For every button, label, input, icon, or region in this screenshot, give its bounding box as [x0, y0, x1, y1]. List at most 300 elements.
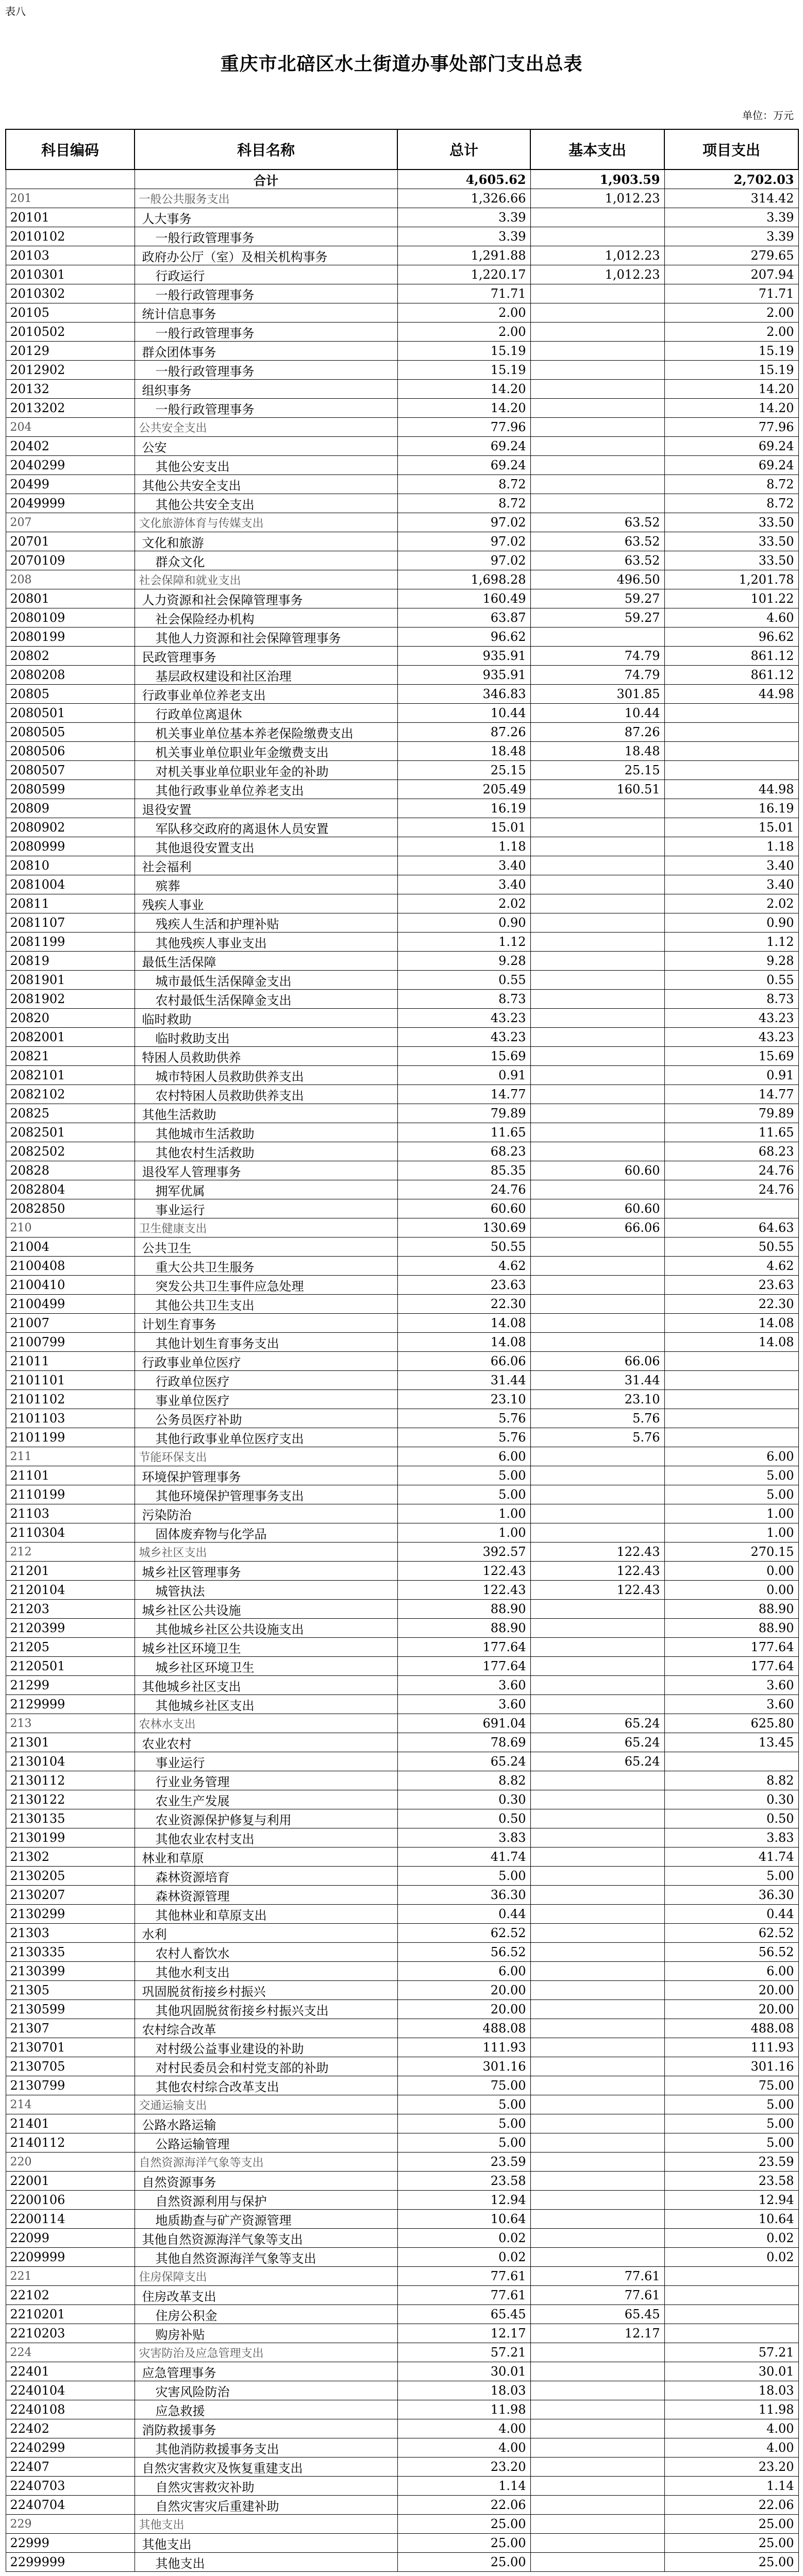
row-total: 85.35 — [397, 1161, 530, 1180]
row-basic — [530, 437, 664, 456]
row-project: 177.64 — [664, 1638, 798, 1657]
row-total: 14.08 — [397, 1333, 530, 1352]
row-total: 4.00 — [397, 2438, 530, 2458]
row-total: 2.00 — [397, 303, 530, 323]
row-basic — [530, 2172, 664, 2191]
row-total: 8.73 — [397, 990, 530, 1009]
row-total: 3.39 — [397, 227, 530, 246]
header-code: 科目编码 — [6, 129, 135, 170]
table-row — [6, 303, 798, 323]
row-basic: 496.50 — [530, 570, 664, 589]
row-code: 21205 — [6, 1638, 135, 1657]
row-total: 5.00 — [397, 2095, 530, 2114]
table-row — [6, 1428, 798, 1447]
row-code: 2080505 — [6, 723, 135, 742]
row-project: 2.00 — [664, 323, 798, 342]
row-name: 社会保险经办机构 — [135, 608, 397, 628]
row-basic — [530, 856, 664, 875]
row-total: 25.00 — [397, 2515, 530, 2534]
row-code: 212 — [6, 1543, 135, 1562]
table-row — [6, 1504, 798, 1523]
row-basic — [530, 2419, 664, 2438]
row-project — [664, 723, 798, 742]
row-project — [664, 1371, 798, 1390]
row-code: 2081902 — [6, 990, 135, 1009]
row-code: 204 — [6, 418, 135, 437]
table-row — [6, 284, 798, 303]
row-project: 8.73 — [664, 990, 798, 1009]
row-project: 8.82 — [664, 1771, 798, 1790]
table-row — [6, 2057, 798, 2076]
table-row — [6, 1047, 798, 1066]
row-project: 207.94 — [664, 265, 798, 284]
row-project: 15.19 — [664, 342, 798, 361]
row-code: 20819 — [6, 952, 135, 971]
row-code: 20821 — [6, 1047, 135, 1066]
table-row — [6, 1028, 798, 1047]
row-project: 43.23 — [664, 1009, 798, 1028]
row-total: 1,698.28 — [397, 570, 530, 589]
row-project: 23.58 — [664, 2172, 798, 2191]
row-code: 20103 — [6, 246, 135, 265]
row-name: 其他公共安全支出 — [135, 475, 397, 494]
row-basic: 160.51 — [530, 780, 664, 799]
row-code: 22401 — [6, 2362, 135, 2381]
row-code: 208 — [6, 570, 135, 589]
row-code: 2240703 — [6, 2477, 135, 2496]
table-row — [6, 1180, 798, 1199]
row-basic — [530, 1638, 664, 1657]
row-total: 43.23 — [397, 1009, 530, 1028]
row-name: 公路水路运输 — [135, 2114, 397, 2133]
row-basic — [530, 380, 664, 399]
row-basic: 122.43 — [530, 1543, 664, 1562]
row-name: 其他公安支出 — [135, 456, 397, 475]
row-total: 9.28 — [397, 952, 530, 971]
row-total: 25.00 — [397, 2553, 530, 2572]
row-name: 军队移交政府的离退休人员安置 — [135, 818, 397, 837]
row-basic — [530, 2343, 664, 2362]
row-code: 201 — [6, 189, 135, 208]
table-row — [6, 2210, 798, 2229]
row-basic — [530, 1619, 664, 1638]
row-project: 0.02 — [664, 2229, 798, 2248]
row-code: 20701 — [6, 532, 135, 551]
row-name: 一般公共服务支出 — [135, 189, 397, 208]
row-code: 2129999 — [6, 1695, 135, 1714]
row-name: 其他城市生活救助 — [135, 1123, 397, 1142]
row-project: 25.00 — [664, 2534, 798, 2553]
row-name: 其他支出 — [135, 2553, 397, 2572]
row-project: 4.00 — [664, 2419, 798, 2438]
table-row — [6, 1828, 798, 1848]
row-total: 0.30 — [397, 1790, 530, 1809]
row-name: 其他行政事业单位养老支出 — [135, 780, 397, 799]
row-name: 社会保障和就业支出 — [135, 570, 397, 589]
table-row — [6, 2362, 798, 2381]
row-total: 2.02 — [397, 894, 530, 913]
row-total: 346.83 — [397, 685, 530, 704]
row-code: 2082502 — [6, 1142, 135, 1161]
row-code: 2012902 — [6, 361, 135, 380]
table-row — [6, 1581, 798, 1600]
row-project: 24.76 — [664, 1180, 798, 1199]
table-row — [6, 1962, 798, 1981]
row-total: 691.04 — [397, 1714, 530, 1733]
row-name: 灾害防治及应急管理支出 — [135, 2343, 397, 2362]
row-basic — [530, 2496, 664, 2515]
row-basic — [530, 837, 664, 856]
row-code: 2070109 — [6, 551, 135, 570]
row-name: 农村人畜饮水 — [135, 1943, 397, 1962]
table-row — [6, 894, 798, 913]
row-total: 11.65 — [397, 1123, 530, 1142]
row-basic — [530, 2438, 664, 2458]
row-basic — [530, 2248, 664, 2267]
row-total: 5.76 — [397, 1409, 530, 1428]
row-name: 对机关事业单位职业年金的补助 — [135, 761, 397, 780]
row-basic — [530, 799, 664, 818]
row-project — [664, 742, 798, 761]
row-total: 935.91 — [397, 647, 530, 666]
row-name: 其他巩固脱贫衔接乡村振兴支出 — [135, 2000, 397, 2019]
row-project — [664, 1428, 798, 1447]
table-row — [6, 2305, 798, 2324]
row-project: 88.90 — [664, 1619, 798, 1638]
row-code: 2082101 — [6, 1066, 135, 1085]
row-name: 社会福利 — [135, 856, 397, 875]
row-name: 群众文化 — [135, 551, 397, 570]
row-project — [664, 2286, 798, 2305]
row-name: 应急管理事务 — [135, 2362, 397, 2381]
row-total: 23.63 — [397, 1276, 530, 1295]
row-code: 21307 — [6, 2019, 135, 2038]
table-row — [6, 2477, 798, 2496]
unit-label: 单位：万元 — [742, 109, 794, 122]
row-code: 224 — [6, 2343, 135, 2362]
row-code: 2080208 — [6, 666, 135, 685]
row-name: 行政事业单位医疗 — [135, 1352, 397, 1371]
row-total: 16.19 — [397, 799, 530, 818]
row-basic: 74.79 — [530, 647, 664, 666]
row-total: 75.00 — [397, 2076, 530, 2095]
row-code: 2130112 — [6, 1771, 135, 1790]
row-name: 特困人员救助供养 — [135, 1047, 397, 1066]
row-basic: 65.24 — [530, 1714, 664, 1733]
row-name: 固体废弃物与化学品 — [135, 1523, 397, 1543]
row-code: 214 — [6, 2095, 135, 2114]
row-name: 自然灾害救灾补助 — [135, 2477, 397, 2496]
row-name: 对村级公益事业建设的补助 — [135, 2038, 397, 2057]
row-project: 0.55 — [664, 971, 798, 990]
row-project: 0.50 — [664, 1809, 798, 1828]
row-total: 15.69 — [397, 1047, 530, 1066]
row-project: 1.18 — [664, 837, 798, 856]
row-code: 2130701 — [6, 2038, 135, 2057]
row-basic — [530, 1028, 664, 1047]
row-total: 25.00 — [397, 2534, 530, 2553]
table-row — [6, 227, 798, 246]
row-total: 0.50 — [397, 1809, 530, 1828]
row-name: 一般行政管理事务 — [135, 284, 397, 303]
table-row — [6, 2076, 798, 2095]
table-row — [6, 1314, 798, 1333]
row-total: 25.15 — [397, 761, 530, 780]
row-code: 21301 — [6, 1733, 135, 1752]
row-name: 林业和草原 — [135, 1848, 397, 1867]
row-project: 23.20 — [664, 2458, 798, 2477]
row-total: 12.17 — [397, 2324, 530, 2343]
row-code: 221 — [6, 2267, 135, 2286]
row-code: 21201 — [6, 1562, 135, 1581]
row-code: 2130205 — [6, 1867, 135, 1886]
table-row — [6, 990, 798, 1009]
row-code: 2100410 — [6, 1276, 135, 1295]
row-name: 农村最低生活保障金支出 — [135, 990, 397, 1009]
row-name: 突发公共卫生事件应急处理 — [135, 1276, 397, 1295]
row-project: 861.12 — [664, 666, 798, 685]
row-basic — [530, 2210, 664, 2229]
row-basic — [530, 1238, 664, 1257]
table-row — [6, 799, 798, 818]
row-total: 11.98 — [397, 2400, 530, 2419]
row-total: 5.00 — [397, 2133, 530, 2153]
row-basic — [530, 361, 664, 380]
row-project: 23.63 — [664, 1276, 798, 1295]
row-code: 2130399 — [6, 1962, 135, 1981]
row-basic — [530, 1276, 664, 1295]
row-project: 5.00 — [664, 2133, 798, 2153]
table-row — [6, 2248, 798, 2267]
row-total: 78.69 — [397, 1733, 530, 1752]
row-name: 行业业务管理 — [135, 1771, 397, 1790]
table-row — [6, 2267, 798, 2286]
row-code: 2081901 — [6, 971, 135, 990]
header-project: 项目支出 — [664, 129, 798, 170]
row-code: 2210201 — [6, 2305, 135, 2324]
row-total: 1.00 — [397, 1523, 530, 1543]
row-total: 30.01 — [397, 2362, 530, 2381]
row-project: 56.52 — [664, 1943, 798, 1962]
row-basic — [530, 2515, 664, 2534]
table-row — [6, 952, 798, 971]
row-total: 97.02 — [397, 551, 530, 570]
row-code: 2101102 — [6, 1390, 135, 1409]
row-total: 0.91 — [397, 1066, 530, 1085]
row-basic: 1,012.23 — [530, 189, 664, 208]
row-code: 21303 — [6, 1924, 135, 1943]
table-row — [6, 1790, 798, 1809]
row-project: 861.12 — [664, 647, 798, 666]
row-basic — [530, 2095, 664, 2114]
row-basic — [530, 1066, 664, 1085]
row-code: 2140112 — [6, 2133, 135, 2153]
row-basic: 63.52 — [530, 513, 664, 532]
row-basic — [530, 1047, 664, 1066]
row-code: 20809 — [6, 799, 135, 818]
row-name: 行政单位离退休 — [135, 704, 397, 723]
row-project: 5.00 — [664, 2114, 798, 2133]
row-name: 其他林业和草原支出 — [135, 1905, 397, 1924]
row-basic — [530, 2400, 664, 2419]
row-basic — [530, 2057, 664, 2076]
row-project: 62.52 — [664, 1924, 798, 1943]
row-name: 其他农业农村支出 — [135, 1828, 397, 1848]
row-project: 8.72 — [664, 475, 798, 494]
row-project: 22.06 — [664, 2496, 798, 2515]
table-row — [6, 818, 798, 837]
row-project: 33.50 — [664, 513, 798, 532]
row-total: 31.44 — [397, 1371, 530, 1390]
table-row — [6, 2458, 798, 2477]
row-basic — [530, 1485, 664, 1504]
row-basic — [530, 1447, 664, 1466]
row-code: 207 — [6, 513, 135, 532]
row-basic: 60.60 — [530, 1199, 664, 1218]
row-total: 36.30 — [397, 1886, 530, 1905]
table-row — [6, 685, 798, 704]
page-title: 重庆市北碚区水土街道办事处部门支出总表 — [220, 53, 583, 75]
row-code: 2100499 — [6, 1295, 135, 1314]
row-name: 消防救援事务 — [135, 2419, 397, 2438]
row-code: 20802 — [6, 647, 135, 666]
row-code: 213 — [6, 1714, 135, 1733]
row-total: 79.89 — [397, 1104, 530, 1123]
row-total: 23.10 — [397, 1390, 530, 1409]
row-total: 43.23 — [397, 1028, 530, 1047]
table-row — [6, 913, 798, 933]
row-basic: 87.26 — [530, 723, 664, 742]
row-code: 20105 — [6, 303, 135, 323]
table-row — [6, 875, 798, 894]
row-project: 5.00 — [664, 1466, 798, 1485]
table-row — [6, 2381, 798, 2400]
table-row — [6, 1867, 798, 1886]
row-name: 其他水利支出 — [135, 1962, 397, 1981]
row-total: 97.02 — [397, 532, 530, 551]
row-project: 14.20 — [664, 399, 798, 418]
row-code: 21103 — [6, 1504, 135, 1523]
row-total: 14.20 — [397, 399, 530, 418]
row-basic: 66.06 — [530, 1218, 664, 1238]
table-row — [6, 1295, 798, 1314]
row-project: 0.02 — [664, 2248, 798, 2267]
row-total: 88.90 — [397, 1619, 530, 1638]
row-code: 2240108 — [6, 2400, 135, 2419]
row-code: 2101199 — [6, 1428, 135, 1447]
row-project: 101.22 — [664, 589, 798, 608]
table-row — [6, 723, 798, 742]
table-row — [6, 1142, 798, 1161]
row-code: 2081107 — [6, 913, 135, 933]
row-code: 2010302 — [6, 284, 135, 303]
row-name: 其他城乡社区支出 — [135, 1676, 397, 1695]
row-basic: 122.43 — [530, 1581, 664, 1600]
row-basic — [530, 342, 664, 361]
row-basic — [530, 1104, 664, 1123]
table-row — [6, 2343, 798, 2362]
row-project: 0.30 — [664, 1790, 798, 1809]
row-basic — [530, 2000, 664, 2019]
row-basic — [530, 1333, 664, 1352]
row-basic — [530, 1924, 664, 1943]
row-name: 其他退役安置支出 — [135, 837, 397, 856]
row-basic — [530, 1295, 664, 1314]
row-basic — [530, 1009, 664, 1028]
row-name: 其他支出 — [135, 2515, 397, 2534]
row-basic: 63.52 — [530, 532, 664, 551]
row-name: 其他人力资源和社会保障管理事务 — [135, 628, 397, 647]
row-project: 0.00 — [664, 1581, 798, 1600]
row-project: 15.01 — [664, 818, 798, 837]
row-project: 44.98 — [664, 685, 798, 704]
row-project: 68.23 — [664, 1142, 798, 1161]
row-basic: 77.61 — [530, 2267, 664, 2286]
row-project: 279.65 — [664, 246, 798, 265]
row-total: 392.57 — [397, 1543, 530, 1562]
row-project — [664, 1352, 798, 1371]
header-total: 总计 — [397, 129, 530, 170]
row-code: 2080902 — [6, 818, 135, 837]
row-total: 0.55 — [397, 971, 530, 990]
row-project: 36.30 — [664, 1886, 798, 1905]
row-code: 2080999 — [6, 837, 135, 856]
row-project: 41.74 — [664, 1848, 798, 1867]
row-total: 0.02 — [397, 2229, 530, 2248]
row-project: 1.12 — [664, 933, 798, 952]
table-row — [6, 1752, 798, 1771]
row-basic — [530, 1905, 664, 1924]
row-total: 18.48 — [397, 742, 530, 761]
row-project: 33.50 — [664, 551, 798, 570]
row-code: 2240704 — [6, 2496, 135, 2515]
row-total: 6.00 — [397, 1447, 530, 1466]
row-basic — [530, 2477, 664, 2496]
row-name: 临时救助 — [135, 1009, 397, 1028]
row-name: 一般行政管理事务 — [135, 227, 397, 246]
row-basic — [530, 1790, 664, 1809]
row-total: 122.43 — [397, 1581, 530, 1600]
row-code: 2040299 — [6, 456, 135, 475]
row-name: 节能环保支出 — [135, 1447, 397, 1466]
row-total: 15.01 — [397, 818, 530, 837]
row-total: 88.90 — [397, 1600, 530, 1619]
row-total: 5.00 — [397, 1867, 530, 1886]
row-total: 5.00 — [397, 1466, 530, 1485]
table-row — [6, 1733, 798, 1752]
table-row — [6, 323, 798, 342]
row-name: 残疾人事业 — [135, 894, 397, 913]
row-basic: 66.06 — [530, 1352, 664, 1371]
row-basic — [530, 1466, 664, 1485]
row-basic: 59.27 — [530, 608, 664, 628]
row-basic: 25.15 — [530, 761, 664, 780]
row-name: 机关事业单位职业年金缴费支出 — [135, 742, 397, 761]
row-code: 22099 — [6, 2229, 135, 2248]
row-total: 1.14 — [397, 2477, 530, 2496]
row-basic — [530, 208, 664, 227]
row-total: 14.77 — [397, 1085, 530, 1104]
row-project: 33.50 — [664, 532, 798, 551]
row-basic — [530, 1085, 664, 1104]
row-basic — [530, 1257, 664, 1276]
row-total: 20.00 — [397, 1981, 530, 2000]
row-name: 农业生产发展 — [135, 1790, 397, 1809]
row-name: 事业单位医疗 — [135, 1390, 397, 1409]
row-project: 12.94 — [664, 2191, 798, 2210]
row-name: 城管执法 — [135, 1581, 397, 1600]
row-code: 22407 — [6, 2458, 135, 2477]
